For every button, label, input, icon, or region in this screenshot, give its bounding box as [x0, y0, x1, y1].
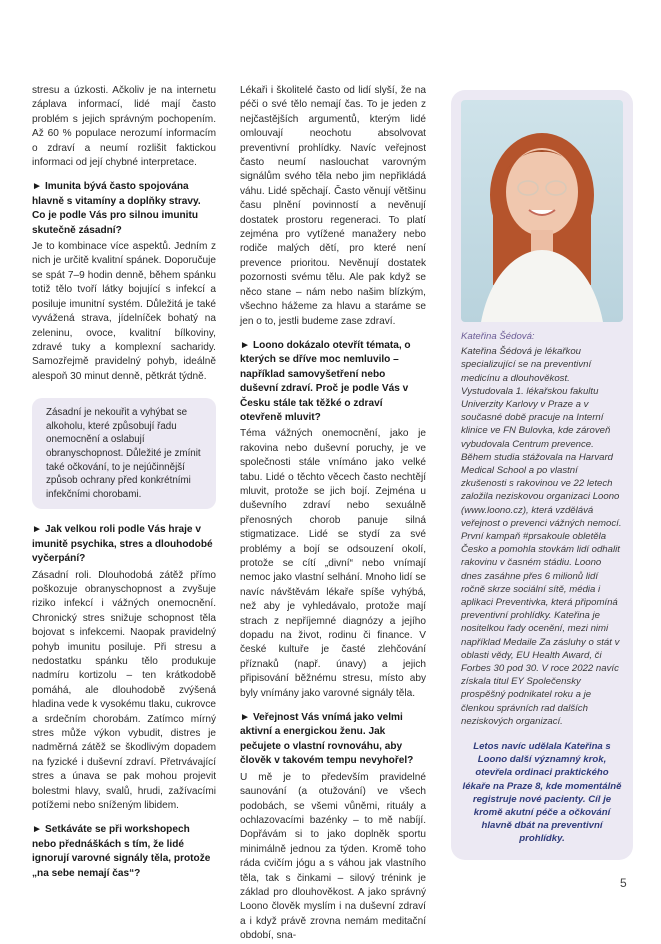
- arrow-icon: ►: [240, 339, 250, 351]
- paragraph: Lékaři i školitelé často od lidí slyší, že na péči o své tělo nemají čas. To je jeden z nejčastějších argumentů, kterým lidé omlouvají neochotu absolvovat preventivní prohlídky. Navíc veřejnost často neumí naslouchat varovným signálům svého těla nebo jim nepřikládá váhu. Lidé spěchají. Často věnují většinu času plnění povinností a nevěnují dostatek prostoru regeneraci. To platí zejména pro vytížené manažery nebo rodiče malých dětí, pro které není prevence prioritou. Nevěnují dostatek pozornosti svému tělu. Ale pak když se něco stane – nám nebo našim blízkým, všechno hážeme za hlavu a staráme se jen o to, jestli budeme zase zdraví.: [240, 85, 426, 327]
- paragraph: Téma vážných onemocnění, jako je rakovina nebo duševní poruchy, je ve společnosti stále vnímáno jako velké tabu. Lidé o těchto věcech často nechtějí mluvit, protože se jich bojí. Zejména u duševního zdraví nebo sexuálně přenosných chorob panuje silná stigmatizace. Lidé se stydí za své problémy a bojí se odsouzení okolí, protože se cítí „divní“ nebo vnímají nemoc jako vlastní selhání. Mnoho lidí se navíc návštěvám lékaře spíše vyhýbá, než aby je vyhledávalo, protože mají strach z nepříjemné diagnózy a jejího dopadu na život, rodinu či finance. V české kultuře je časté zlehčování příznaků (např. únavy) a jejich připisování běžnému stresu, místo aby byly vnímány jako varovné signály těla.: [240, 428, 426, 699]
- portrait-photo: [461, 100, 623, 322]
- paragraph: Je to kombinace více aspektů. Jedním z nich je určitě kvalitní spánek. Doporučuje se spát 7–9 hodin denně, během spánku totiž tělo tvoří látky bojující s infekcí a posiluje imunitní systém. Důležitá je také vyvážená strava, jídelníček bohatý na zeleninu, ovoce, kvalitní bílkoviny, zdravé tuky a komplexní sacharidy. Samozřejmě pravidelný pohyb, ideálně alespoň 30 minut denně, pětkrát týdně.: [32, 241, 216, 382]
- arrow-icon: ►: [240, 712, 250, 724]
- bio-highlight: Letos navíc udělala Kateřina s Loono další významný krok, otevřela ordinaci praktického lékaře na Praze 8, kde momentálně registruje nové pacienty. Cíl je kromě akutní péče a očkování hlavně dbát na preventivní prohlídky.: [462, 741, 622, 845]
- portrait-illustration: [461, 100, 623, 322]
- callout-text: Zásadní je nekouřit a vyhýbat se alkoholu, které způsobují řadu onemocnění a oslabují obranyschopnost. Důležité je zmínit také očkování, to je nejúčinnější způsob ochrany před konkrétními infekčními chorobami.: [46, 407, 201, 500]
- question-heading: ► Veřejnost Vás vnímá jako velmi aktivní a energickou ženu. Jak pečujete o vlastní rovnováhu, aby člověk v takovém tempu nevyhořel?: [240, 712, 414, 767]
- question-heading: ► Loono dokázalo otevřít témata, o kterých se dříve moc nemluvilo – například samovyšetření nebo duševní zdraví. Proč je podle Vás v Česku stále tak těžké o zdraví otevřeně mluvit?: [240, 339, 411, 423]
- bio-name: Kateřina Šédová:: [461, 331, 535, 342]
- arrow-icon: ►: [32, 824, 42, 836]
- column-left: [32, 84, 216, 883]
- arrow-icon: ►: [32, 524, 42, 536]
- column-middle: [240, 84, 426, 944]
- bio-text: Kateřina Šédová je lékařkou specializující se na preventivní medicínu a dlouhověkost. Vystudovala 1. lékařskou fakultu Univerzity Karlovy v Praze a v současné době pracuje na Interní klinice ve FN Bulovka, kde zároveň vybudovala Centrum prevence. Během studia stážovala na Harvard Medical School a po vlastní zkušenosti s rakovinou ve 22 letech založila neziskovou organizaci Loono (www.loono.cz), která vzdělává veřejnost o prevenci vážných nemocí. První kampaň #prsakoule obletěla Česko a pomohla stovkám lidí odhalit rakovinu v časném stádiu. Loono dnes zasáhne přes 6 milionů lidí ročně skrze sociální sítě, média i aplikaci Preventivka, která připomíná preventivní prohlídky. Kateřina je nositelkou řady ocenění, mezi nimi například Medaile Za zásluhy o stát v oblasti vědy, EU Health Award, či Forbes 30 pod 30. V roce 2022 navíc získala titul EY Společensky prospěšný podnikatel roku a je členkou správních rad dalších neziskových organizací.: [461, 346, 622, 727]
- paragraph: stresu a úzkosti. Ačkoliv je na internetu záplava informací, lidé mají často problém s jejich správným pochopením. Až 60 % populace nerozumí informacím o zdraví a neumí rozlišit faktickou informaci od její chybné interpretace.: [32, 85, 216, 169]
- question-heading: ► Jak velkou roli podle Vás hraje v imunitě psychika, stres a dlouhodobé vyčerpání?: [32, 524, 213, 565]
- paragraph: Zásadní roli. Dlouhodobá zátěž přímo poškozuje obranyschopnost a zvyšuje riziko infekcí i vážných onemocnění. Chronický stres snižuje schopnost těla bojovat s infekcemi. Naopak pravidelný pohyb imunitu posiluje. Při stresu a nedostatku spánku tělo produkuje nadmíru kortizolu – ten krátkodobě pomáhá, ale dlouhodobě zvýšená hladina vede k vysokému tlaku, cukrovce a srdečním chorobám. Zatímco mírný stres může výkon vybudit, distres je nadměrná zátěž se škodlivým dopadem na fyzické i duševní zdraví. Přetrvávající stres a únava se pak mohou projevit bolestmi hlavy, svalů, hrudi, zažívacími potížemi nebo sníženým libidem.: [32, 569, 216, 811]
- paragraph: U mě je to především pravidelné saunování (a otužování) ve všech podobách, se všemi vůněmi, rituály a ochlazovacími bazénky – to mě nabíjí. Dopřávám si to jako doplněk sportu minimálně jednou za týden. Kromě toho ráda cvičím jógu a s váhou jak vlastního těla, tak s činkami – silový trénink je základ pro dlouhověkost. A jako správný Loono člověk myslím i na duševní zdraví a i když právě zrovna nemám meditační období, sna-: [240, 771, 426, 942]
- question-heading: ► Setkáváte se při workshopech nebo přednáškách s tím, že lidé ignorují varovné signály těla, protože „na sebe nemají čas“?: [32, 824, 211, 879]
- callout-box: [32, 398, 216, 509]
- arrow-icon: ►: [32, 181, 42, 193]
- bio-text-block: [461, 330, 623, 728]
- page-number: 5: [620, 876, 627, 890]
- question-heading: ► Imunita bývá často spojována hlavně s vitamíny a doplňky stravy. Co je podle Vás pro silnou imunitu skutečně zásadní?: [32, 181, 201, 236]
- bio-sidebar: [451, 90, 633, 860]
